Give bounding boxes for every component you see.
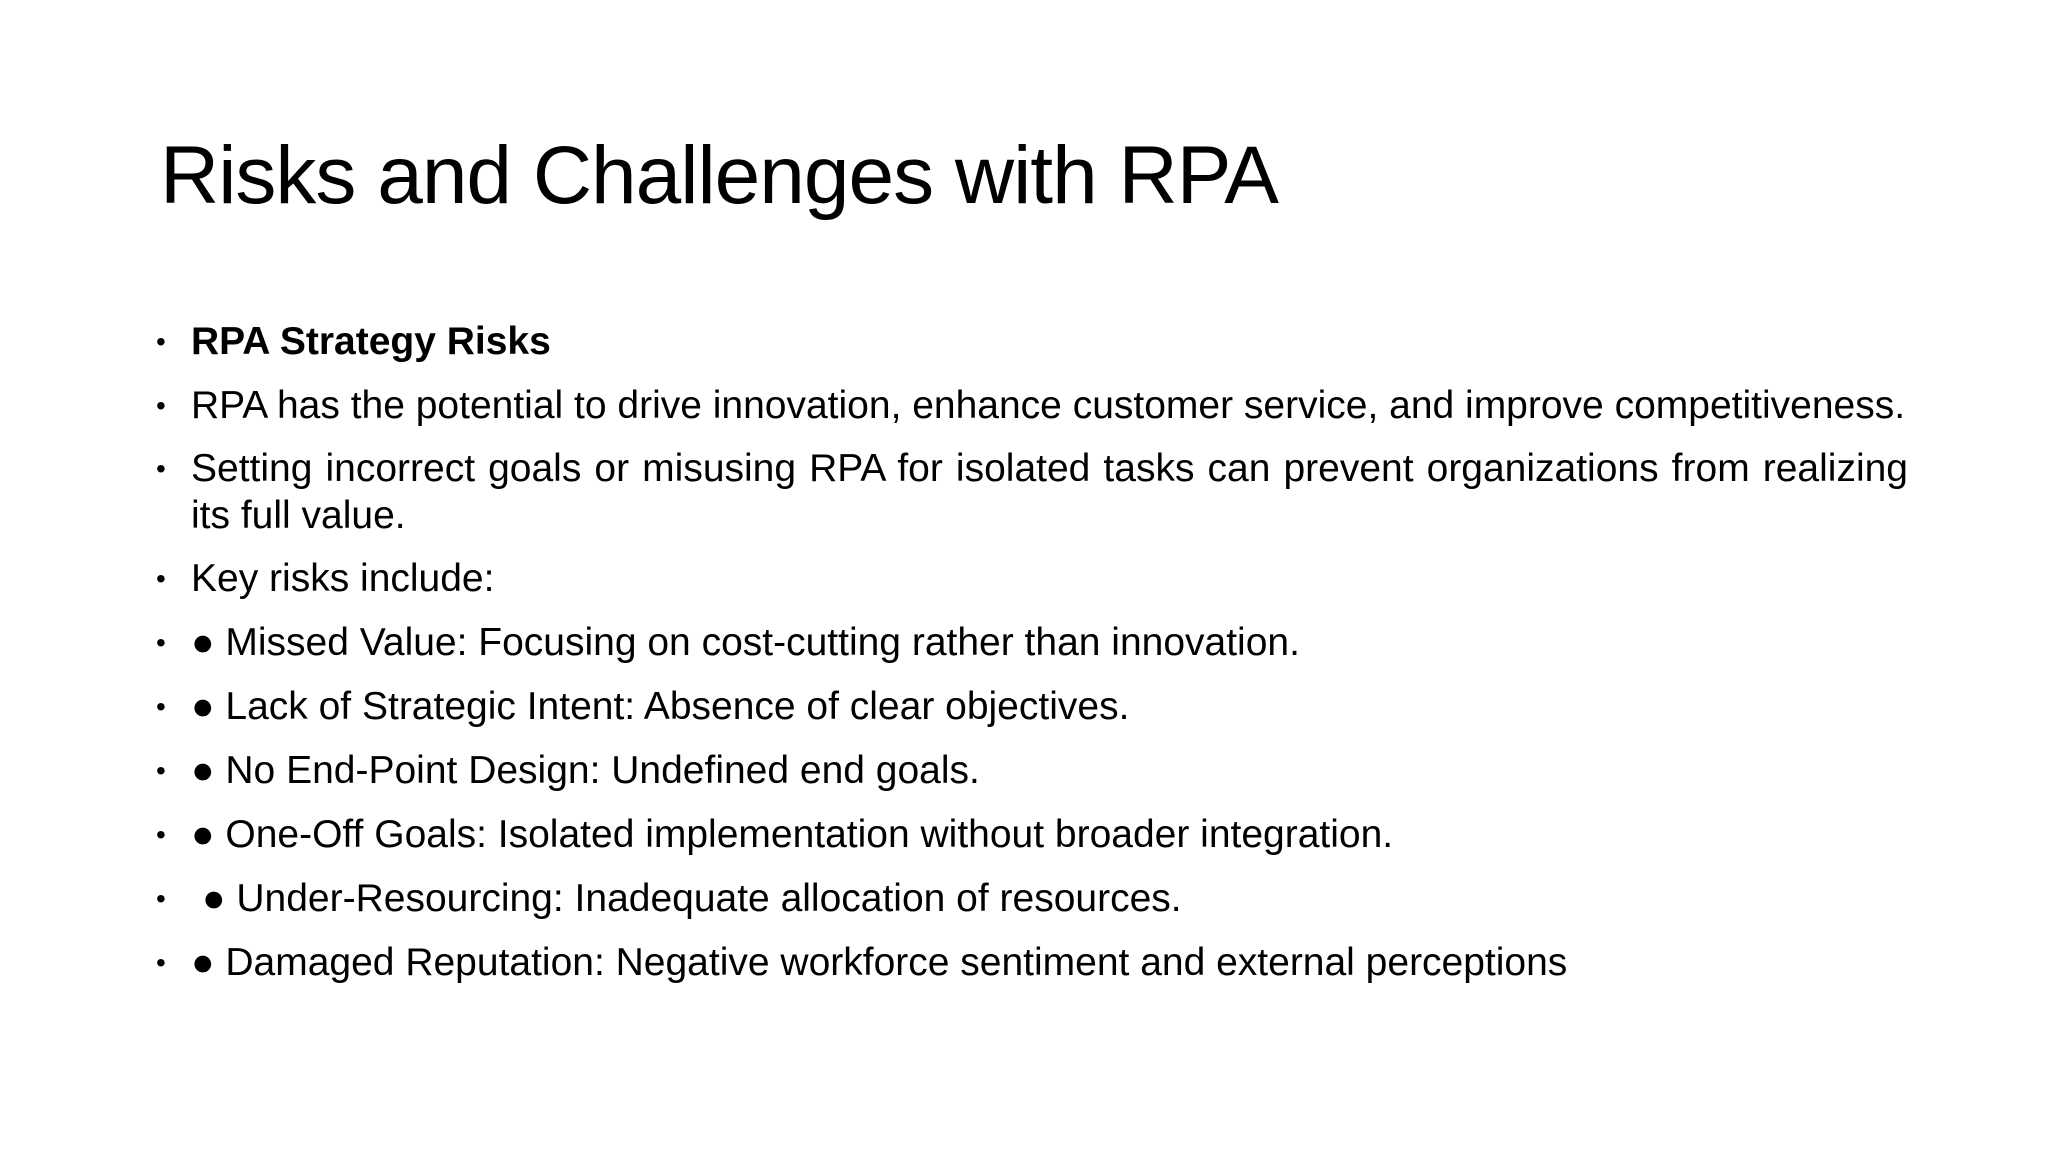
bullet-item [152, 747, 1908, 795]
bullet-item [152, 318, 1908, 366]
bullet-dot-icon: • [156, 755, 166, 786]
bullet-list [152, 318, 1908, 1003]
bullet-text: ● Under-Resourcing: Inadequate allocation of resources. [202, 877, 1182, 920]
bullet-dot-icon: • [156, 883, 166, 914]
bullet-item [152, 875, 1908, 923]
slide-title: Risks and Challenges with RPA [160, 130, 1278, 221]
bullet-text: ● One-Off Goals: Isolated implementation without broader integration. [191, 813, 1394, 856]
bullet-dot-icon: • [156, 627, 166, 658]
bullet-item [152, 811, 1908, 859]
bullet-dot-icon: • [156, 947, 166, 978]
bullet-text: RPA has the potential to drive innovation, enhance customer service, and improve competitiveness. [191, 384, 1906, 427]
bullet-dot-icon: • [156, 453, 166, 484]
bullet-item [152, 555, 1908, 603]
bullet-item [152, 619, 1908, 667]
bullet-item [152, 683, 1908, 731]
bullet-dot-icon: • [156, 563, 166, 594]
bullet-item [152, 445, 1908, 539]
bullet-text: ● No End-Point Design: Undefined end goals. [191, 749, 980, 792]
bullet-text: ● Lack of Strategic Intent: Absence of clear objectives. [191, 685, 1130, 728]
bullet-dot-icon: • [156, 691, 166, 722]
bullet-dot-icon: • [156, 390, 166, 421]
bullet-text: ● Damaged Reputation: Negative workforce sentiment and external perceptions [191, 941, 1568, 984]
bullet-item [152, 939, 1908, 987]
bullet-text: ● Missed Value: Focusing on cost-cutting rather than innovation. [191, 621, 1300, 664]
bullet-text: Key risks include: [191, 557, 495, 600]
bullet-dot-icon: • [156, 326, 166, 357]
bullet-heading: RPA Strategy Risks [191, 320, 551, 363]
bullet-text: Setting incorrect goals or misusing RPA for isolated tasks can prevent organizations from realizing its full value. [191, 447, 1908, 537]
bullet-dot-icon: • [156, 819, 166, 850]
bullet-item [152, 382, 1908, 429]
